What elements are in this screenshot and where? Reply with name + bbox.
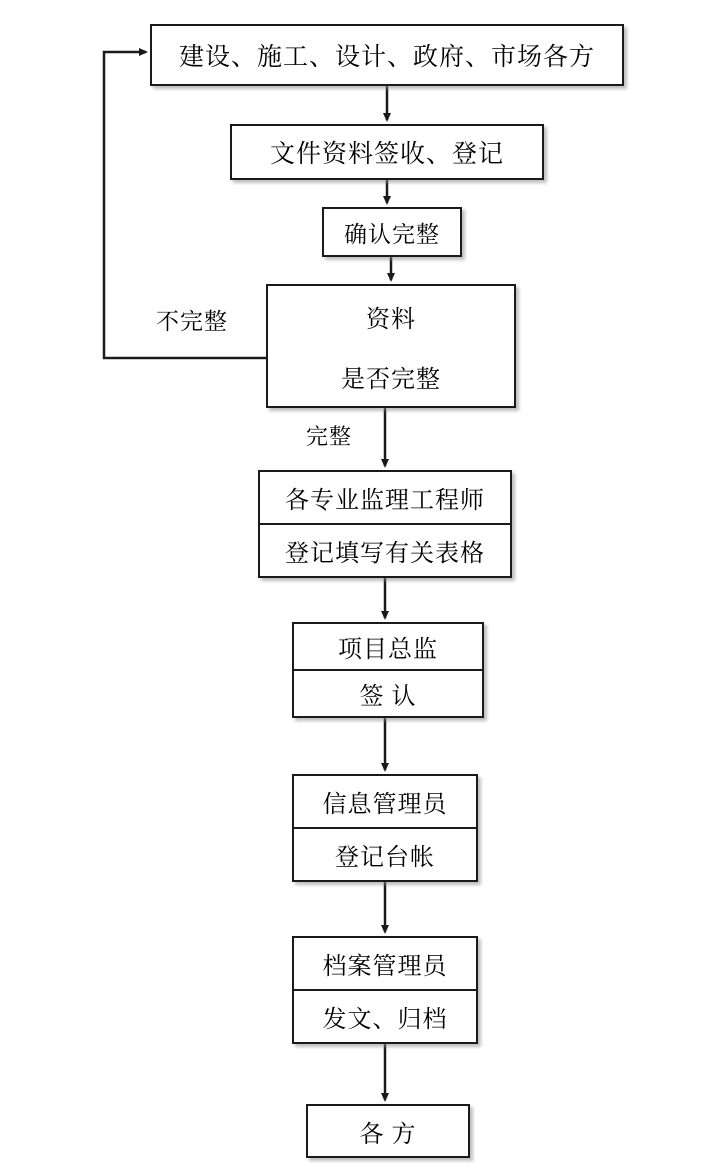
node-decision[interactable] (266, 284, 516, 408)
node-chief-row-0: 项目总监 (338, 637, 438, 663)
node-allparties[interactable] (306, 1104, 470, 1158)
node-parties[interactable] (150, 24, 624, 86)
node-receive-row-0: 文件资料签收、登记 (269, 141, 504, 168)
edge-label-incomplete: 不完整 (156, 309, 228, 334)
node-allparties-row-0: 各 方 (359, 1121, 417, 1148)
node-infomanager-row-0: 信息管理员 (322, 792, 448, 818)
node-decision-row-0: 资料 (366, 306, 416, 333)
node-receive[interactable] (230, 124, 544, 180)
node-archivist[interactable] (292, 936, 478, 1044)
node-parties-row-0: 建设、施工、设计、政府、市场各方 (178, 44, 595, 71)
node-confirm-row-0: 确认完整 (344, 221, 440, 247)
node-confirm[interactable] (322, 207, 462, 257)
node-archivist-row-0: 档案管理员 (322, 954, 448, 980)
edge-label-complete: 完整 (306, 424, 353, 449)
node-engineers-row-1: 登记填写有关表格 (260, 523, 510, 576)
node-engineers[interactable] (258, 470, 512, 578)
node-infomanager-row-1: 登记台帐 (294, 827, 476, 880)
node-engineers-row-0: 各专业监理工程师 (285, 488, 485, 514)
node-infomanager[interactable] (292, 774, 478, 882)
node-chief-row-1: 签 认 (294, 669, 482, 716)
node-archivist-row-1: 发文、归档 (294, 989, 476, 1042)
node-decision-row-1: 是否完整 (341, 366, 441, 393)
node-chief[interactable] (292, 622, 484, 718)
